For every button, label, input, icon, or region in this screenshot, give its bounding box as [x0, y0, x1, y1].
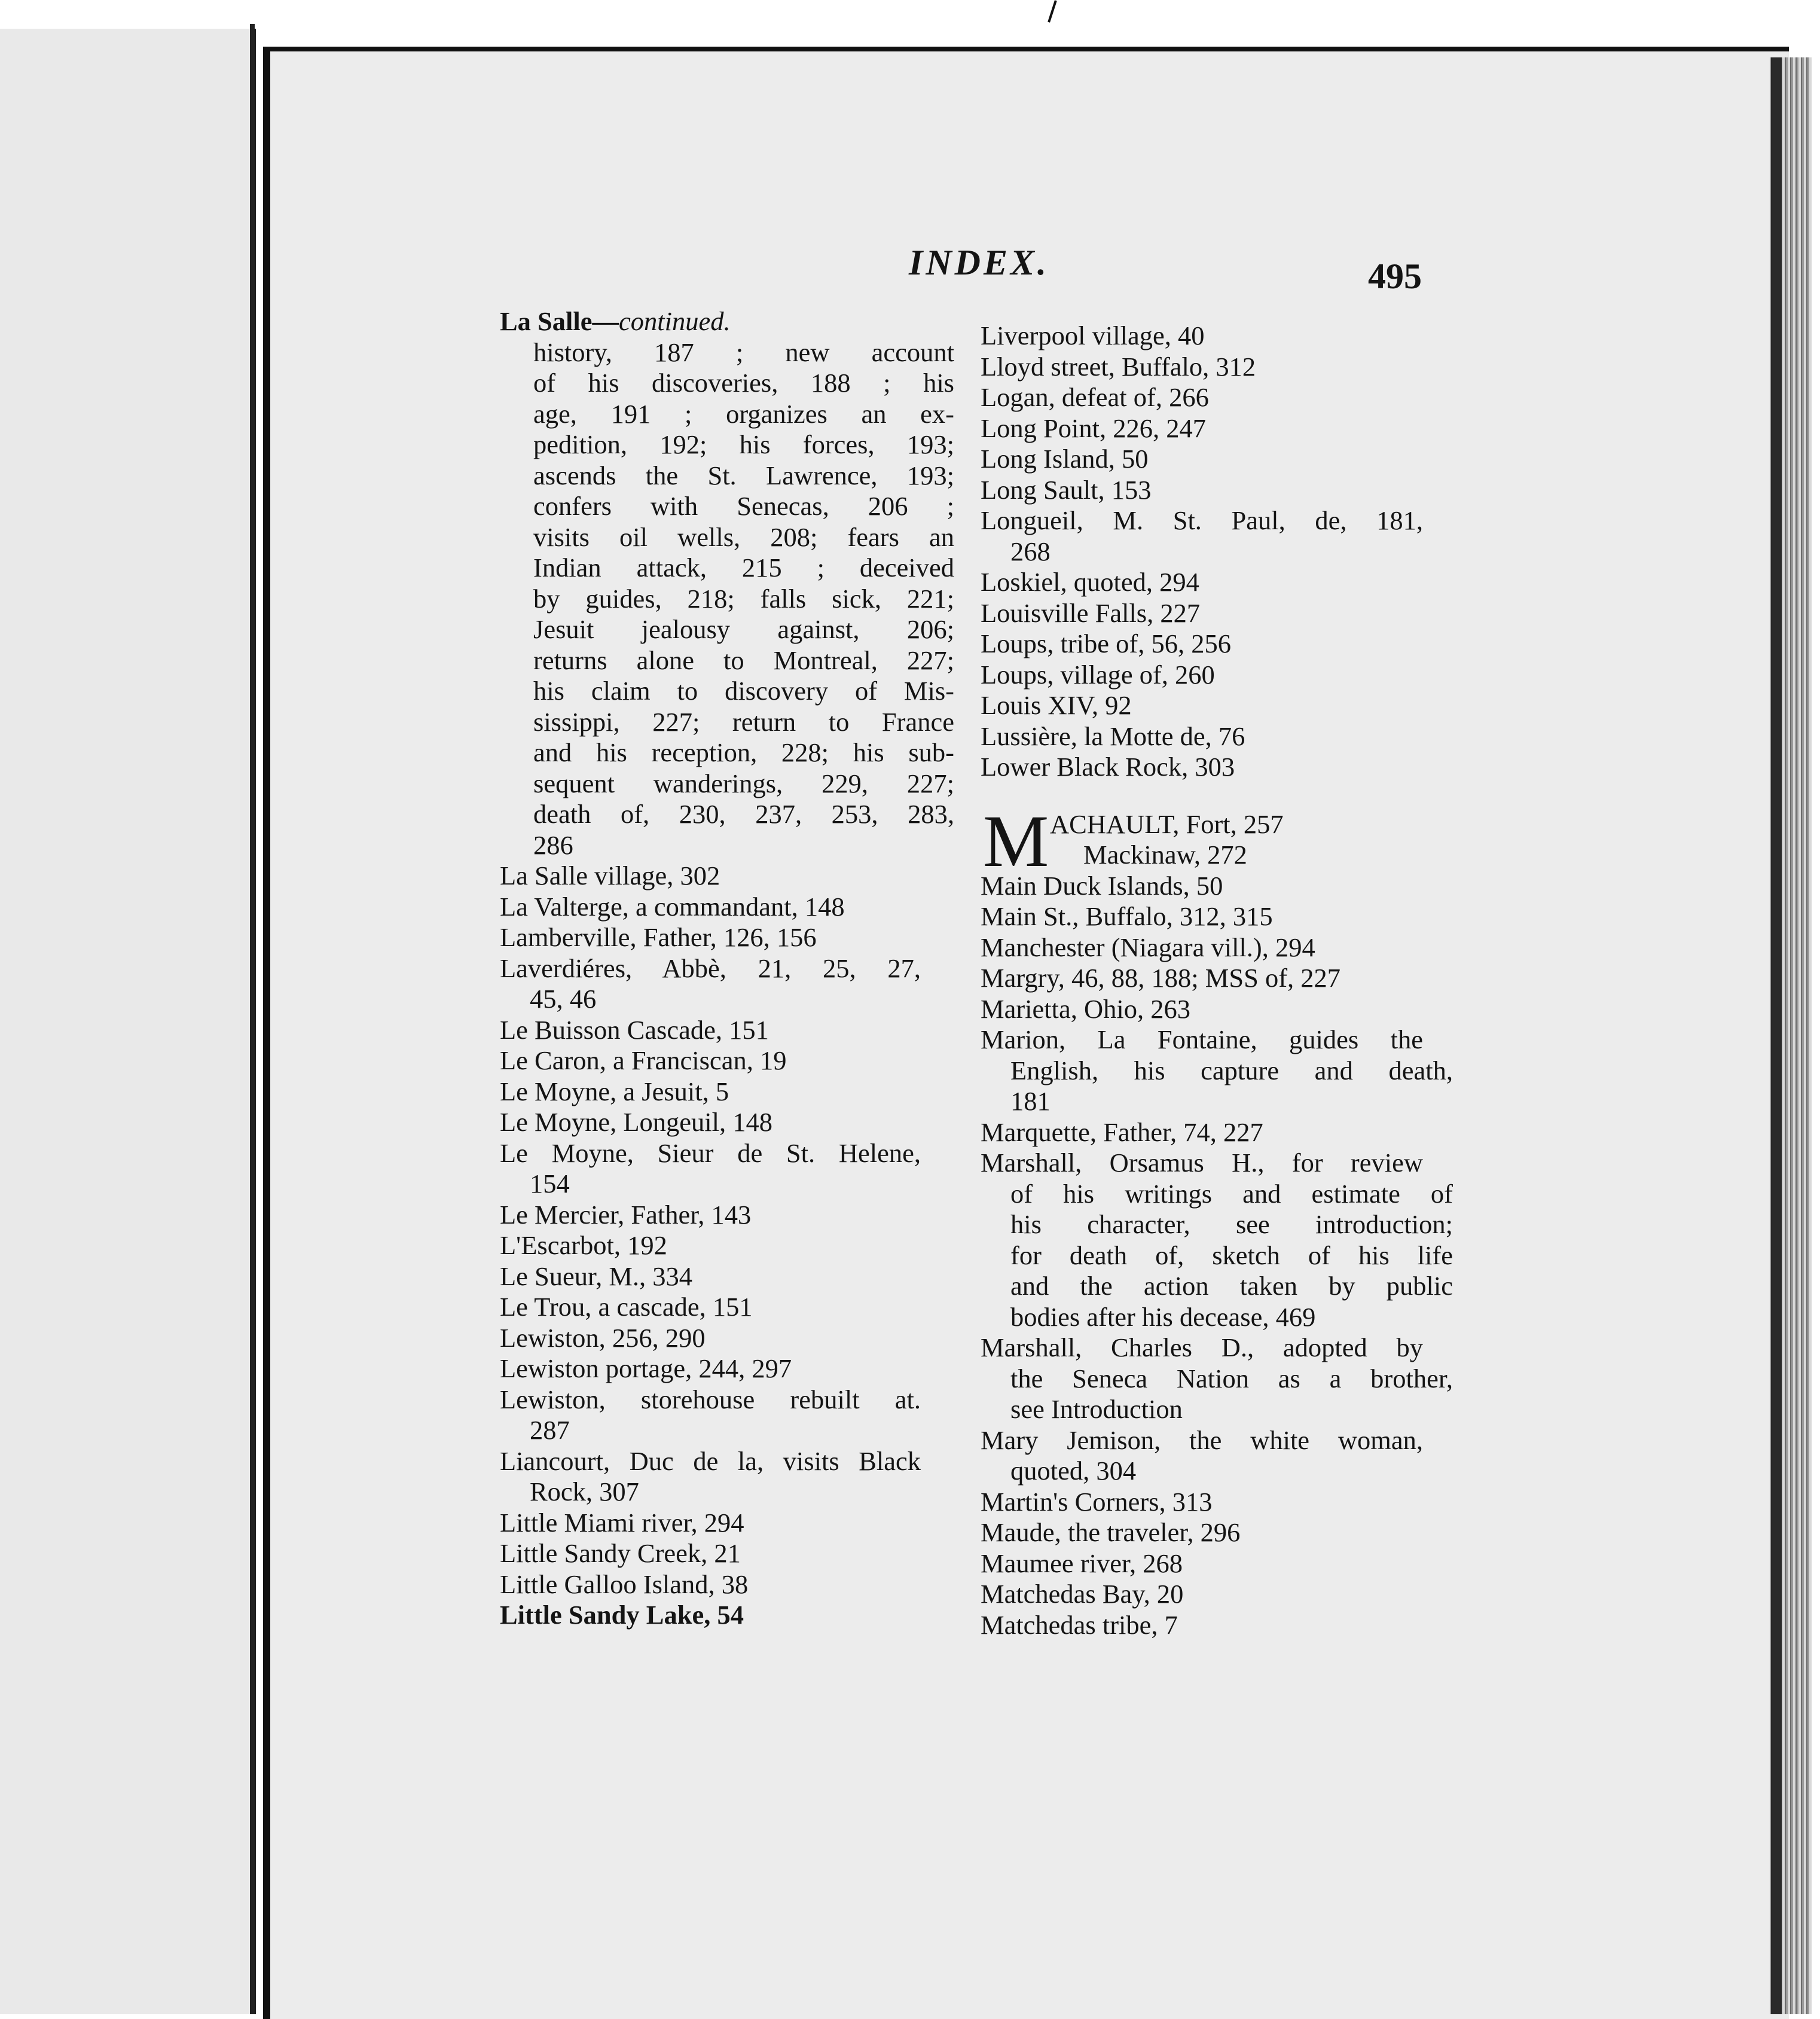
- index-entry-continuation: 268: [1010, 536, 1051, 566]
- continuation-line: pedition, 192; his forces, 193;: [533, 429, 954, 459]
- index-entry: Liverpool village, 40: [981, 321, 1205, 350]
- index-entry: Little Sandy Lake, 54: [500, 1600, 744, 1630]
- running-head: INDEX.: [909, 243, 1050, 282]
- section-gap: [981, 783, 1453, 796]
- index-entry-continuation: Rock, 307: [530, 1477, 639, 1506]
- right-entry-list-l: [981, 321, 1453, 783]
- index-entry: Lower Black Rock, 303: [981, 752, 1235, 782]
- index-entry: Little Sandy Creek, 21: [500, 1538, 741, 1568]
- index-entry: Martin's Corners, 313: [981, 1486, 1213, 1517]
- section-gap: [981, 796, 1453, 809]
- index-entry: Marshall, Charles D., adopted by: [981, 1332, 1423, 1362]
- index-entry-continuation: bodies after his decease, 469: [1010, 1301, 1316, 1332]
- continuation-line: confers with Senecas, 206 ;: [533, 491, 954, 521]
- index-entry: Lewiston portage, 244, 297: [500, 1353, 792, 1383]
- index-entry: Loups, tribe of, 56, 256: [981, 629, 1231, 658]
- index-entry: Lewiston, 256, 290: [500, 1322, 706, 1353]
- index-entry: Marion, La Fontaine, guides the: [981, 1024, 1423, 1054]
- index-entry-continuation: 287: [530, 1415, 570, 1445]
- index-entry: Louisville Falls, 227: [981, 597, 1201, 628]
- page-edge-shadow: [1771, 57, 1782, 2014]
- index-entry: La Valterge, a commandant, 148: [500, 891, 845, 922]
- index-entry-continuation: for death of, sketch of his life: [1010, 1240, 1453, 1270]
- index-entry: Little Galloo Island, 38: [500, 1569, 749, 1599]
- index-entry: Long Point, 226, 247: [981, 413, 1207, 443]
- index-entry: Long Sault, 153: [981, 474, 1152, 505]
- index-entry-continuation: the Seneca Nation as a brother,: [1010, 1363, 1453, 1393]
- index-entry: Lloyd street, Buffalo, 312: [981, 351, 1256, 382]
- index-entry: Le Buisson Cascade, 151: [500, 1014, 769, 1045]
- index-entry: Little Miami river, 294: [500, 1507, 744, 1538]
- index-entry: Marietta, Ohio, 263: [981, 993, 1190, 1024]
- index-entry: Main Duck Islands, 50: [981, 870, 1223, 901]
- index-entry: Marquette, Father, 74, 227: [981, 1117, 1263, 1147]
- drop-cap-line-2: Mackinaw, 272: [1083, 840, 1247, 870]
- index-entry-continuation: 45, 46: [530, 984, 597, 1014]
- index-column-left: [500, 306, 954, 1631]
- index-entry: La Salle village, 302: [500, 861, 720, 890]
- index-entry: Lamberville, Father, 126, 156: [500, 922, 817, 952]
- continuation-line: and his reception, 228; his sub-: [533, 737, 954, 767]
- continuation-line: sissippi, 227; return to France: [533, 706, 954, 737]
- drop-cap-line-1: ACHAULT, Fort, 257: [1050, 809, 1284, 839]
- index-entry: Le Mercier, Father, 143: [500, 1199, 752, 1230]
- index-entry: Main St., Buffalo, 312, 315: [981, 901, 1273, 931]
- index-entry: Liancourt, Duc de la, visits Black: [500, 1445, 921, 1476]
- entry-heading-text: La Salle—: [500, 306, 619, 336]
- index-entry: Le Trou, a cascade, 151: [500, 1292, 753, 1322]
- continuation-block: [500, 337, 954, 861]
- continuation-line: returns alone to Montreal, 227;: [533, 645, 954, 675]
- index-entry: Le Moyne, Sieur de St. Helene,: [500, 1137, 921, 1168]
- index-entry-continuation: see Introduction: [1010, 1394, 1183, 1424]
- index-entry-continuation: quoted, 304: [1010, 1456, 1137, 1486]
- index-entry: Le Moyne, Longeuil, 148: [500, 1107, 773, 1137]
- index-entry: Lussière, la Motte de, 76: [981, 721, 1245, 751]
- index-entry-continuation: English, his capture and death,: [1010, 1055, 1453, 1085]
- continuation-line: ascends the St. Lawrence, 193;: [533, 460, 954, 490]
- index-entry: Maumee river, 268: [981, 1548, 1183, 1578]
- continuation-line: sequent wanderings, 229, 227;: [533, 768, 954, 798]
- index-entry: Le Sueur, M., 334: [500, 1261, 693, 1291]
- continuation-line: his claim to discovery of Mis-: [533, 676, 954, 706]
- index-entry: Le Caron, a Franciscan, 19: [500, 1045, 787, 1075]
- index-entry: Lewiston, storehouse rebuilt at.: [500, 1384, 921, 1414]
- index-entry: Longueil, M. St. Paul, de, 181,: [981, 505, 1423, 535]
- index-entry: L'Escarbot, 192: [500, 1230, 667, 1260]
- index-entry: Logan, defeat of, 266: [981, 382, 1209, 412]
- index-entry-heading: [500, 306, 954, 337]
- continuation-line: death of, 230, 237, 253, 283,: [533, 799, 954, 829]
- continuation-line: Indian attack, 215 ; deceived: [533, 553, 954, 582]
- gutter-shadow: [250, 24, 255, 2014]
- index-entry: Loups, village of, 260: [981, 659, 1215, 690]
- continuation-line: visits oil wells, 208; fears an: [533, 521, 954, 552]
- index-entry-continuation: and the action taken by public: [1010, 1271, 1453, 1301]
- index-entry-continuation: of his writings and estimate of: [1010, 1178, 1453, 1209]
- index-entry: Le Moyne, a Jesuit, 5: [500, 1076, 729, 1106]
- index-entry: Maude, the traveler, 296: [981, 1517, 1241, 1547]
- continuation-line: of his discoveries, 188 ; his: [533, 368, 954, 398]
- left-entry-list: [500, 861, 954, 1631]
- continuation-line: by guides, 218; falls sick, 221;: [533, 583, 954, 614]
- index-entry: Mary Jemison, the white woman,: [981, 1425, 1423, 1455]
- continuation-line: history, 187 ; new account: [533, 337, 954, 367]
- index-entry-continuation: 181: [1010, 1086, 1051, 1116]
- continuation-line: Jesuit jealousy against, 206;: [533, 614, 954, 644]
- index-entry-continuation: his character, see introduction;: [1010, 1209, 1453, 1239]
- index-entry: Marshall, Orsamus H., for review: [981, 1148, 1423, 1178]
- index-entry: Long Island, 50: [981, 444, 1149, 474]
- index-entry: Margry, 46, 88, 188; MSS of, 227: [981, 963, 1341, 993]
- index-entry-continuation: 154: [530, 1169, 570, 1198]
- continuation-line: 286: [533, 829, 573, 860]
- section-m-heading: [981, 800, 1453, 882]
- index-column-right: [981, 321, 1453, 1640]
- page-number: 495: [1368, 257, 1422, 296]
- entry-heading-italic: continued.: [619, 306, 731, 336]
- index-entry: Manchester (Niagara vill.), 294: [981, 932, 1315, 962]
- drop-cap-letter: M: [983, 800, 1049, 882]
- index-entry: Matchedas tribe, 7: [981, 1609, 1178, 1640]
- index-entry: Louis XIV, 92: [981, 690, 1132, 720]
- index-entry: Laverdiéres, Abbè, 21, 25, 27,: [500, 953, 921, 983]
- right-entry-list-m: [981, 871, 1453, 1641]
- facing-page-edge: [0, 29, 256, 2014]
- index-entry: Loskiel, quoted, 294: [981, 567, 1199, 597]
- index-entry: Matchedas Bay, 20: [981, 1579, 1184, 1609]
- continuation-line: age, 191 ; organizes an ex-: [533, 398, 954, 429]
